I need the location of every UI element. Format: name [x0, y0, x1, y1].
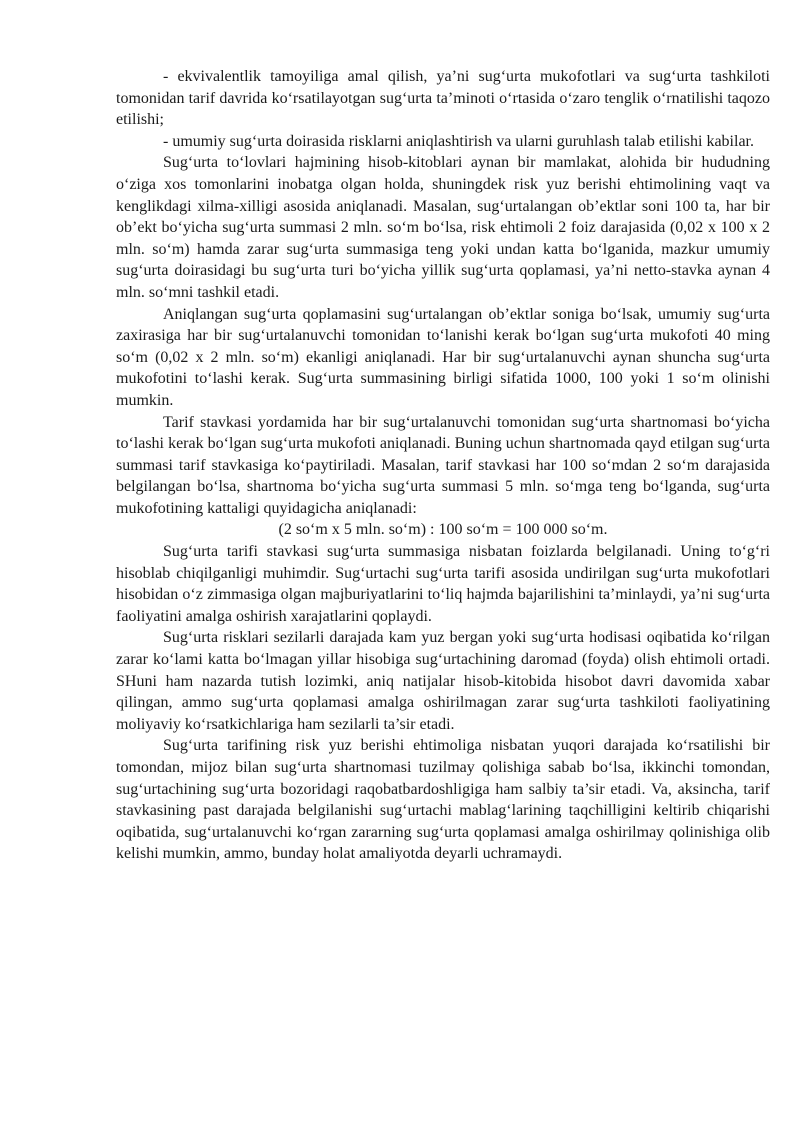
document-page [116, 66, 770, 865]
formula-premium: (2 so‘m x 5 mln. so‘m) : 100 so‘m = 100 000 so‘m. [278, 521, 608, 539]
paragraph-equivalence-principle: - ekvivalentlik tamoyiliga amal qilish, ya’ni sug‘urta mukofotlari va sug‘urta tashkiloti tomonidan tarif davrida ko‘rsatilayotgan sug‘urta ta’minoti o‘rtasida o‘zaro tenglik o‘rnatilishi taqozo etilishi; [116, 68, 770, 129]
paragraph-risk-grouping: - umumiy sug‘urta doirasida risklarni aniqlashtirish va ularni guruhlash talab etilishi kabilar. [163, 132, 754, 150]
paragraph-tariff-rate: Tarif stavkasi yordamida har bir sug‘urtalanuvchi tomonidan sug‘urta shartnomasi bo‘yicha to‘lashi kerak bo‘lgan sug‘urta mukofoti aniqlanadi. Buning uchun shartnomada qayd etilgan sug‘urta summasi tarif stavkasiga ko‘paytiriladi. Masalan, tarif stavkasi har 100 so‘mdan 2 so‘m darajasida belgilangan bo‘lsa, shartnoma bo‘yicha sug‘urta summasi 5 mln. so‘mga teng bo‘lganda, sug‘urta mukofotining kattaligi quyidagicha aniqlanadi: [116, 413, 770, 517]
paragraph-tariff-percent: Sug‘urta tarifi stavkasi sug‘urta summasiga nisbatan foizlarda belgilanadi. Uning to‘g‘ri hisoblab chiqilganligi muhimdir. Sug‘urtachi sug‘urta tarifi asosida undirilgan sug‘urta mukofotlari hisobidan o‘z zimmasiga olgan majburiyatlarini to‘liq hajmda bajarilishini ta’minlaydi, ya’ni sug‘urta faoliyatini amalga oshirish xarajatlarini qoplaydi. [116, 543, 770, 625]
paragraph-insurance-risks: Sug‘urta risklari sezilarli darajada kam yuz bergan yoki sug‘urta hodisasi oqibatida ko‘rilgan zarar ko‘lami katta bo‘lmagan yillar hisobiga sug‘urtachining daromad (foyda) olish ehtimoli ortadi. SHuni ham nazarda tutish lozimki, aniq natijalar hisob-kitobida hisobot davri davomida xabar qilingan, ammo sug‘urta qoplamasi amalga oshirilmagan zarar sug‘urta tashkiloti faoliyatining moliyaviy ko‘rsatkichlariga ham sezilarli ta’sir etadi. [116, 629, 770, 733]
paragraph-premium-per-insured: Aniqlangan sug‘urta qoplamasini sug‘urtalangan ob’ektlar soniga bo‘lsak, umumiy sug‘urta zaxirasiga har bir sug‘urtalanuvchi tomonidan to‘lanishi kerak bo‘lgan sug‘urta mukofoti 40 ming so‘m (0,02 x 2 mln. so‘m) ekanligi aniqlanadi. Har bir sug‘urtalanuvchi aynan shuncha sug‘urta mukofotini to‘lashi kerak. Sug‘urta summasining birligi sifatida 1000, 100 yoki 1 so‘m olinishi mumkin. [116, 305, 770, 409]
paragraph-tariff-level: Sug‘urta tarifining risk yuz berishi ehtimoliga nisbatan yuqori darajada ko‘rsatilishi bir tomondan, mijoz bilan sug‘urta shartnomasi tuzilmay qolishiga sabab bo‘lsa, ikkinchi tomondan, sug‘urtachining sug‘urta bozoridagi raqobatbardoshligiga ham salbiy ta’sir etadi. Va, aksincha, tarif stavkasining past darajada belgilanishi sug‘urtachi mablag‘larining taqchilligini keltirib chiqarishi oqibatida, sug‘urtalanuvchi ko‘rgan zararning sug‘urta qoplamasi amalga oshirilmay qolinishiga olib kelishi mumkin, ammo, bunday holat amaliyotda deyarli uchramaydi. [116, 737, 770, 863]
paragraph-payment-calculation: Sug‘urta to‘lovlari hajmining hisob-kitoblari aynan bir mamlakat, alohida bir hududning o‘ziga xos tomonlarini inobatga olgan holda, shuningdek risk yuz berishi ehtimolining vaqt va kenglikdagi xilma-xilligi asosida aniqlanadi. Masalan, sug‘urtalangan ob’ektlar soni 100 ta, har bir ob’ekt bo‘yicha sug‘urta summasi 2 mln. so‘m bo‘lsa, risk ehtimoli 2 foiz darajasida (0,02 x 100 x 2 mln. so‘m) hamda zarar sug‘urta summasiga teng yoki undan katta bo‘lganida, mazkur umumiy sug‘urta doirasidagi bu sug‘urta turi bo‘yicha yillik sug‘urta qoplamasi, ya’ni netto-stavka aynan 4 mln. so‘mni tashkil etadi. [116, 154, 770, 301]
